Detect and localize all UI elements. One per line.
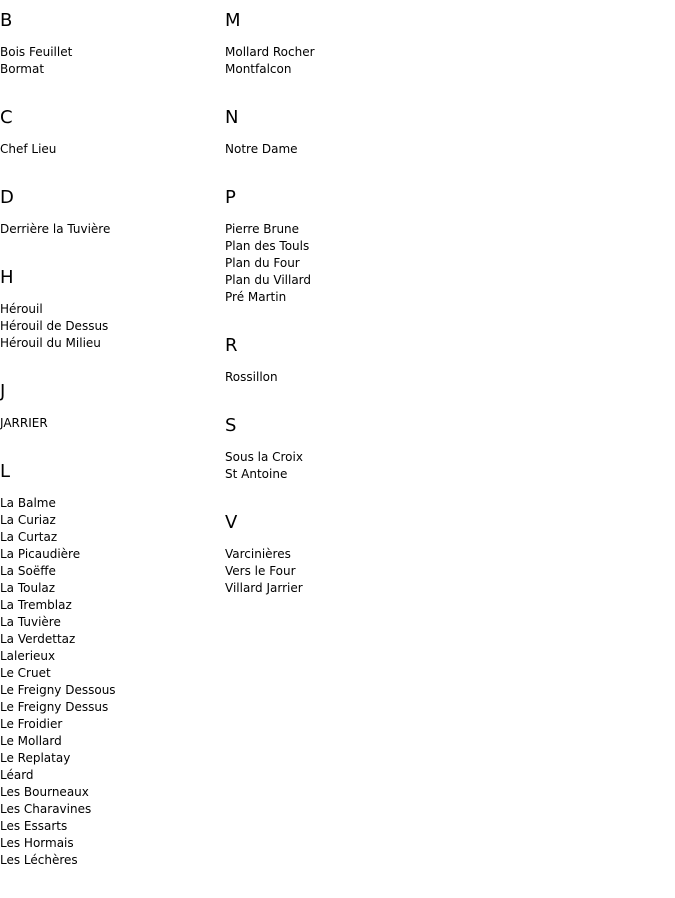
letter-heading-s: S xyxy=(225,415,237,436)
place-link-st-antoine[interactable]: St Antoine xyxy=(225,467,288,481)
place-list xyxy=(0,221,220,238)
place-link-les-hormais[interactable]: Les Hormais xyxy=(0,836,74,850)
place-list xyxy=(225,44,445,78)
letter-heading-p: P xyxy=(225,187,236,208)
place-link-leard[interactable]: Léard xyxy=(0,768,34,782)
letter-group-n xyxy=(225,107,445,158)
letter-heading-h: H xyxy=(0,267,14,288)
letter-group-v xyxy=(225,512,445,597)
place-link-la-soeffe[interactable]: La Soëffe xyxy=(0,564,56,578)
place-link-le-freigny-dessous[interactable]: Le Freigny Dessous xyxy=(0,683,116,697)
place-link-la-tuviere[interactable]: La Tuvière xyxy=(0,615,61,629)
letter-group-h xyxy=(0,267,220,352)
place-link-le-froidier[interactable]: Le Froidier xyxy=(0,717,63,731)
place-link-rossillon[interactable]: Rossillon xyxy=(225,370,278,384)
place-link-pierre-brune[interactable]: Pierre Brune xyxy=(225,222,300,236)
place-link-villard-jarrier[interactable]: Villard Jarrier xyxy=(225,581,303,595)
letter-group-j xyxy=(0,381,220,432)
place-link-le-cruet[interactable]: Le Cruet xyxy=(0,666,51,680)
letter-group-r xyxy=(225,335,445,386)
place-link-le-replatay[interactable]: Le Replatay xyxy=(0,751,71,765)
letter-heading-n: N xyxy=(225,107,239,128)
place-list xyxy=(225,449,445,483)
place-link-derriere-la-tuviere[interactable]: Derrière la Tuvière xyxy=(0,222,111,236)
place-link-les-essarts[interactable]: Les Essarts xyxy=(0,819,68,833)
place-link-le-freigny-dessus[interactable]: Le Freigny Dessus xyxy=(0,700,109,714)
place-link-la-balme[interactable]: La Balme xyxy=(0,496,56,510)
place-link-la-curiaz[interactable]: La Curiaz xyxy=(0,513,56,527)
letter-group-l xyxy=(0,461,220,869)
place-list xyxy=(0,415,220,432)
place-link-les-charavines[interactable]: Les Charavines xyxy=(0,802,92,816)
place-list xyxy=(0,44,220,78)
place-link-montfalcon[interactable]: Montfalcon xyxy=(225,62,292,76)
place-link-pre-martin[interactable]: Pré Martin xyxy=(225,290,287,304)
place-link-le-mollard[interactable]: Le Mollard xyxy=(0,734,62,748)
place-link-herouil-de-dessus[interactable]: Hérouil de Dessus xyxy=(0,319,109,333)
letter-group-p xyxy=(225,187,445,306)
place-link-la-tremblaz[interactable]: La Tremblaz xyxy=(0,598,72,612)
letter-heading-v: V xyxy=(225,512,238,533)
place-list xyxy=(225,221,445,306)
place-link-varcinieres[interactable]: Varcinières xyxy=(225,547,291,561)
place-link-la-verdettaz[interactable]: La Verdettaz xyxy=(0,632,76,646)
place-list xyxy=(0,141,220,158)
place-link-bois-feuillet[interactable]: Bois Feuillet xyxy=(0,45,73,59)
place-link-la-picaudiere[interactable]: La Picaudière xyxy=(0,547,81,561)
letter-group-d xyxy=(0,187,220,238)
place-link-herouil-du-milieu[interactable]: Hérouil du Milieu xyxy=(0,336,101,350)
letter-heading-b: B xyxy=(0,10,13,31)
place-list xyxy=(225,141,445,158)
place-link-les-bourneaux[interactable]: Les Bourneaux xyxy=(0,785,89,799)
place-link-plan-des-touls[interactable]: Plan des Touls xyxy=(225,239,310,253)
place-list xyxy=(225,546,445,597)
place-link-plan-du-four[interactable]: Plan du Four xyxy=(225,256,300,270)
place-link-bormat[interactable]: Bormat xyxy=(0,62,45,76)
place-link-jarrier[interactable]: JARRIER xyxy=(0,416,48,430)
place-link-herouil[interactable]: Hérouil xyxy=(0,302,43,316)
letter-heading-c: C xyxy=(0,107,13,128)
letter-heading-l: L xyxy=(0,461,11,482)
place-link-sous-la-croix[interactable]: Sous la Croix xyxy=(225,450,303,464)
right-column xyxy=(225,0,445,626)
letter-heading-r: R xyxy=(225,335,238,356)
place-list xyxy=(225,369,445,386)
place-list xyxy=(0,301,220,352)
place-link-mollard-rocher[interactable]: Mollard Rocher xyxy=(225,45,315,59)
place-link-la-toulaz[interactable]: La Toulaz xyxy=(0,581,56,595)
place-list xyxy=(0,495,220,869)
place-link-lalerieux[interactable]: Lalerieux xyxy=(0,649,56,663)
letter-group-s xyxy=(225,415,445,483)
letter-group-c xyxy=(0,107,220,158)
letter-group-m xyxy=(225,0,445,78)
letter-group-b xyxy=(0,0,220,78)
place-link-notre-dame[interactable]: Notre Dame xyxy=(225,142,298,156)
letter-heading-m: M xyxy=(225,10,241,31)
left-column xyxy=(0,0,220,898)
place-link-la-curtaz[interactable]: La Curtaz xyxy=(0,530,58,544)
place-link-plan-du-villard[interactable]: Plan du Villard xyxy=(225,273,312,287)
letter-heading-j: J xyxy=(0,381,6,402)
letter-heading-d: D xyxy=(0,187,14,208)
place-link-chef-lieu[interactable]: Chef Lieu xyxy=(0,142,57,156)
place-link-les-lecheres[interactable]: Les Léchères xyxy=(0,853,78,867)
place-link-vers-le-four[interactable]: Vers le Four xyxy=(225,564,296,578)
